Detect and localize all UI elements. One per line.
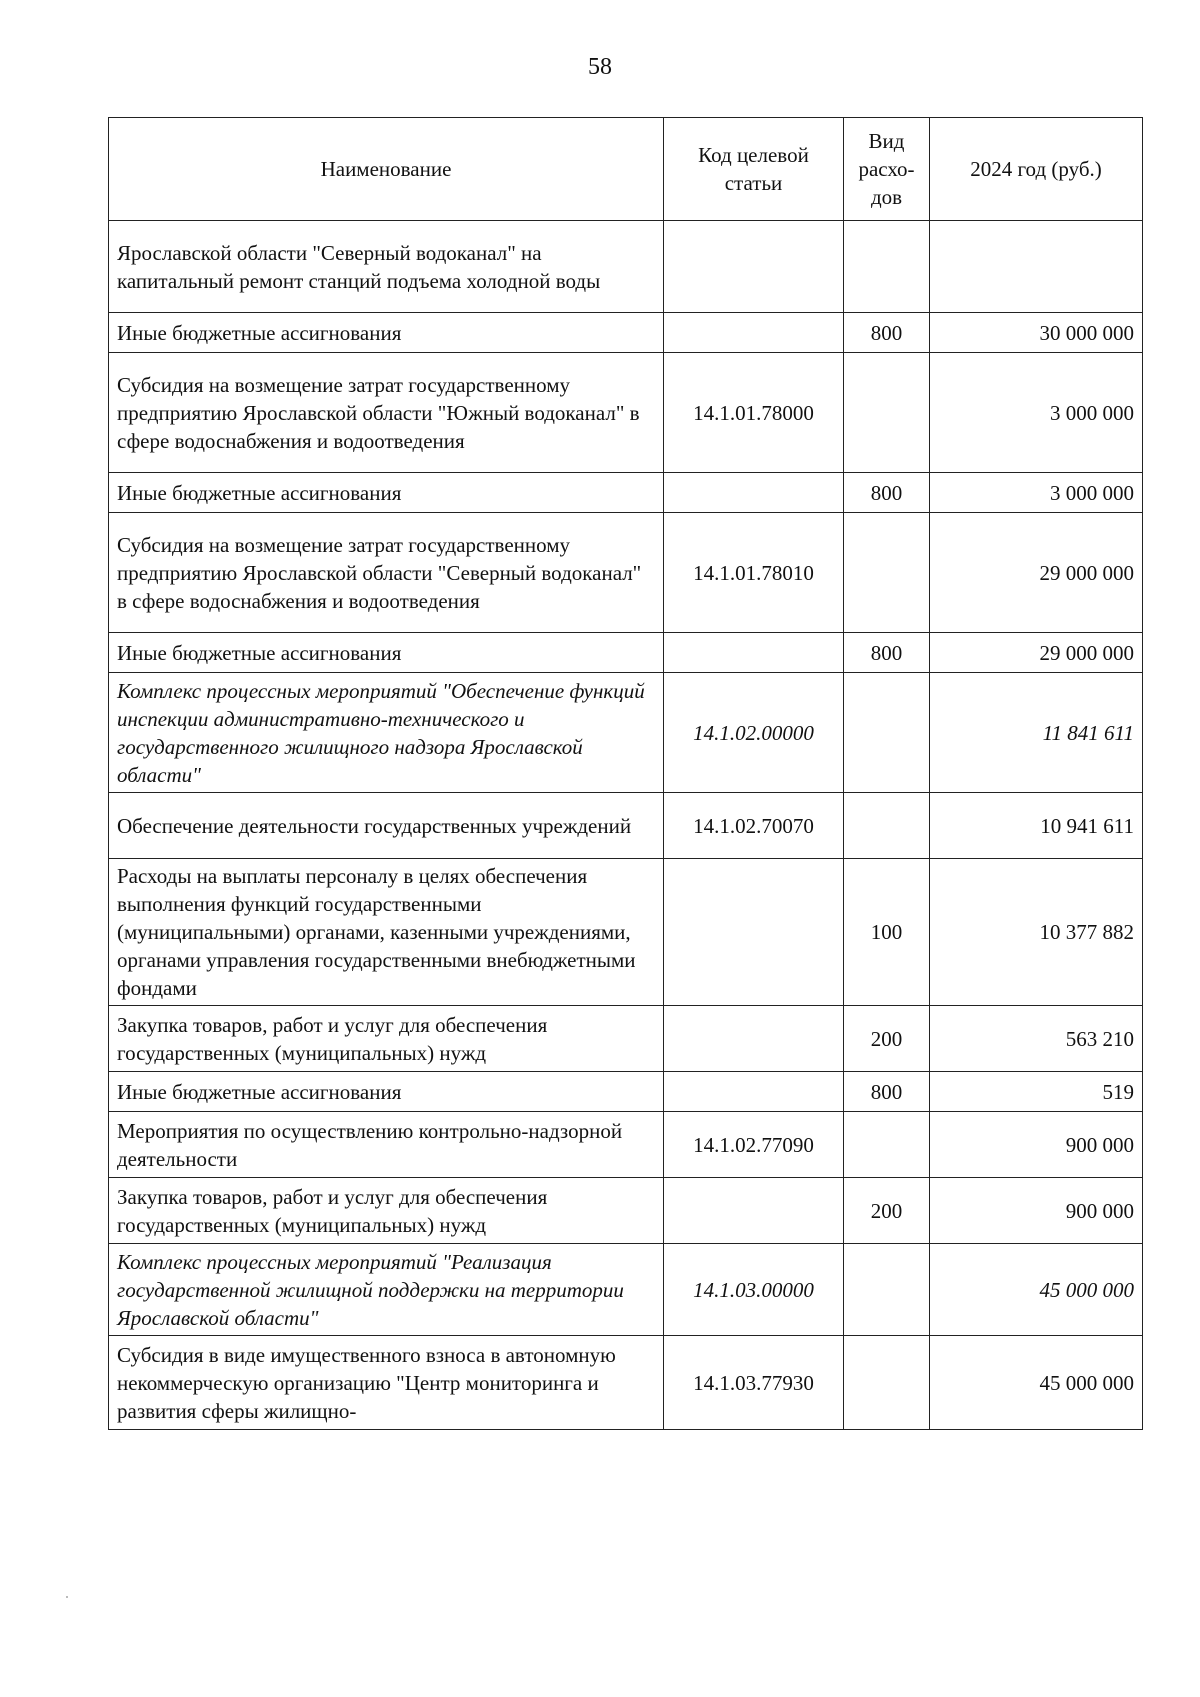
table-row bbox=[109, 221, 1143, 313]
cell-amount: 3 000 000 bbox=[930, 473, 1143, 513]
table-row bbox=[109, 473, 1143, 513]
cell-code: 14.1.01.78010 bbox=[664, 513, 844, 633]
cell-vid bbox=[844, 673, 930, 793]
cell-code: 14.1.02.77090 bbox=[664, 1112, 844, 1178]
scan-speck bbox=[66, 1596, 68, 1598]
cell-name: Субсидия на возмещение затрат государственному предприятию Ярославской области "Северный водоканал" в сфере водоснабжения и водоотведения bbox=[109, 513, 664, 633]
cell-code bbox=[664, 1072, 844, 1112]
cell-name: Иные бюджетные ассигнования bbox=[109, 473, 664, 513]
cell-code bbox=[664, 633, 844, 673]
cell-vid: 200 bbox=[844, 1006, 930, 1072]
table-header-row bbox=[109, 118, 1143, 221]
table-row bbox=[109, 633, 1143, 673]
cell-name: Мероприятия по осуществлению контрольно-надзорной деятельности bbox=[109, 1112, 664, 1178]
cell-name: Ярославской области "Северный водоканал" на капитальный ремонт станций подъема холодной воды bbox=[109, 221, 664, 313]
cell-code: 14.1.02.00000 bbox=[664, 673, 844, 793]
cell-amount: 3 000 000 bbox=[930, 353, 1143, 473]
cell-code bbox=[664, 1178, 844, 1244]
cell-amount: 29 000 000 bbox=[930, 633, 1143, 673]
cell-name: Иные бюджетные ассигнования bbox=[109, 1072, 664, 1112]
cell-name: Иные бюджетные ассигнования bbox=[109, 313, 664, 353]
cell-code bbox=[664, 473, 844, 513]
cell-vid bbox=[844, 1112, 930, 1178]
cell-amount: 29 000 000 bbox=[930, 513, 1143, 633]
cell-code: 14.1.01.78000 bbox=[664, 353, 844, 473]
cell-code: 14.1.02.70070 bbox=[664, 793, 844, 859]
cell-vid bbox=[844, 221, 930, 313]
cell-vid: 800 bbox=[844, 1072, 930, 1112]
table-row bbox=[109, 1006, 1143, 1072]
table-row bbox=[109, 353, 1143, 473]
cell-amount: 10 377 882 bbox=[930, 859, 1143, 1006]
cell-name: Субсидия в виде имущественного взноса в автономную некоммерческую организацию "Центр мониторинга и развития сферы жилищно- bbox=[109, 1336, 664, 1430]
cell-amount: 563 210 bbox=[930, 1006, 1143, 1072]
header-code: Код целевой статьи bbox=[664, 118, 844, 221]
cell-vid: 800 bbox=[844, 633, 930, 673]
cell-name: Иные бюджетные ассигнования bbox=[109, 633, 664, 673]
cell-amount: 11 841 611 bbox=[930, 673, 1143, 793]
cell-name: Комплекс процессных мероприятий "Реализация государственной жилищной поддержки на территории Ярославской области" bbox=[109, 1244, 664, 1336]
table-row bbox=[109, 1112, 1143, 1178]
table-row bbox=[109, 313, 1143, 353]
cell-vid: 800 bbox=[844, 473, 930, 513]
cell-name: Закупка товаров, работ и услуг для обеспечения государственных (муниципальных) нужд bbox=[109, 1178, 664, 1244]
cell-name: Комплекс процессных мероприятий "Обеспечение функций инспекции административно-технического и государственного жилищного надзора Ярославской области" bbox=[109, 673, 664, 793]
cell-code bbox=[664, 313, 844, 353]
cell-amount: 45 000 000 bbox=[930, 1336, 1143, 1430]
cell-vid bbox=[844, 1244, 930, 1336]
table-row bbox=[109, 673, 1143, 793]
cell-code bbox=[664, 859, 844, 1006]
cell-vid bbox=[844, 793, 930, 859]
cell-amount: 519 bbox=[930, 1072, 1143, 1112]
cell-vid: 200 bbox=[844, 1178, 930, 1244]
cell-amount: 10 941 611 bbox=[930, 793, 1143, 859]
cell-vid: 100 bbox=[844, 859, 930, 1006]
cell-vid bbox=[844, 353, 930, 473]
table-row bbox=[109, 1336, 1143, 1430]
cell-code bbox=[664, 1006, 844, 1072]
cell-name: Расходы на выплаты персоналу в целях обеспечения выполнения функций государственными (муниципальными) органами, казенными учреждениями, органами управления государственными внебюджетными фондами bbox=[109, 859, 664, 1006]
table-row bbox=[109, 859, 1143, 1006]
cell-code bbox=[664, 221, 844, 313]
page-number: 58 bbox=[588, 54, 612, 80]
cell-name: Обеспечение деятельности государственных учреждений bbox=[109, 793, 664, 859]
header-amount: 2024 год (руб.) bbox=[930, 118, 1143, 221]
header-name: Наименование bbox=[109, 118, 664, 221]
table-row bbox=[109, 793, 1143, 859]
cell-vid: 800 bbox=[844, 313, 930, 353]
cell-code: 14.1.03.77930 bbox=[664, 1336, 844, 1430]
cell-name: Субсидия на возмещение затрат государственному предприятию Ярославской области "Южный водоканал" в сфере водоснабжения и водоотведения bbox=[109, 353, 664, 473]
cell-vid bbox=[844, 513, 930, 633]
cell-name: Закупка товаров, работ и услуг для обеспечения государственных (муниципальных) нужд bbox=[109, 1006, 664, 1072]
table-row bbox=[109, 1244, 1143, 1336]
header-vid: Вид расхо-дов bbox=[844, 118, 930, 221]
table-row bbox=[109, 1178, 1143, 1244]
cell-amount: 900 000 bbox=[930, 1112, 1143, 1178]
cell-amount: 45 000 000 bbox=[930, 1244, 1143, 1336]
cell-amount bbox=[930, 221, 1143, 313]
cell-vid bbox=[844, 1336, 930, 1430]
table-row bbox=[109, 513, 1143, 633]
table-row bbox=[109, 1072, 1143, 1112]
cell-code: 14.1.03.00000 bbox=[664, 1244, 844, 1336]
budget-table bbox=[108, 117, 1143, 1430]
table-body bbox=[109, 221, 1143, 1430]
cell-amount: 900 000 bbox=[930, 1178, 1143, 1244]
cell-amount: 30 000 000 bbox=[930, 313, 1143, 353]
